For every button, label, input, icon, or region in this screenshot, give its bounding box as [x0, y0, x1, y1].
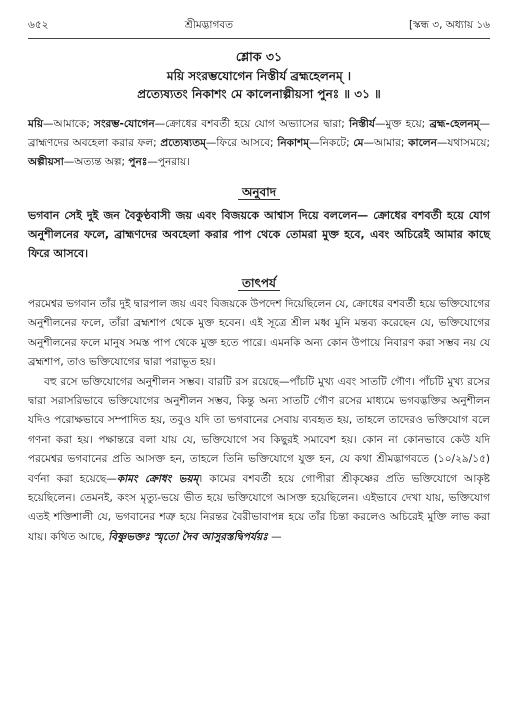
verse-label: শ্লোক ৩১ [235, 49, 283, 64]
translation-heading: অনুবাদ [28, 182, 490, 202]
scripture-quote-2: বিষ্ণুভক্তঃ স্মৃতো দৈব আসুরস্তদ্বিপর্যয়ঃ [108, 530, 268, 543]
synonym-meaning: পুনরায়। [157, 156, 190, 168]
purport-paragraph-2: বহু রসে ভক্তিযোগের অনুশীলন সম্ভব। বারটি রস রয়েছে—পাঁচটি মুখ্য এবং সাতটি গৌণ। পাঁচটি মুখ্য রসের দ্বারা সরাসরিভাবে ভক্তিযোগের অনুশীলন সম্ভব, কিন্তু অন্য সাতটি গৌণ রসের মাধ্যমে ভগবদ্ভক্তির অনুশীলন যদিও পরোক্ষভাবে সম্পাদিত হয়, তবুও যদি তা ভগবানের সেবায় ব্যবহৃত হয়, তাহলে তাদেরও ভক্তিযোগ বলে গণনা করা হয়। পক্ষান্তরে বলা যায় যে, ভক্তিযোগে সব কিছুরই সমাবেশ হয়। কোন না কোনভাবে কেউ যদি পরমেশ্বর ভগবানের প্রতি আসক্ত হন, তাহলে তিনি ভক্তিযোগে যুক্ত হন, যে কথা শ্রীমদ্ভাগবতে (১০/২৯/১৫) বর্ণনা করা হয়েছে—কামং ক্রোধং ভয়ম্। কামের বশবর্তী হয়ে গোপীরা শ্রীকৃষ্ণের প্রতি ভক্তিযোগে আকৃষ্ট হয়েছিলেন। তেমনই, কংস মৃত্যু-ভয়ে ভীত হয়ে ভক্তিযোগে আসক্ত হয়েছিলেন। এইভাবে দেখা যায়, ভক্তিযোগ এতই শক্তিশালী যে, ভগবানের শত্রু হয়ে নিরন্তর বৈরীভাবাপন্ন হয়ে তাঁর চিন্তা করলেও অচিরেই মুক্তি লাভ করা যায়। কথিত আছে, বিষ্ণুভক্তঃ স্মৃতো দৈব আসুরস্তদ্বিপর্যয়ঃ — [28, 375, 490, 543]
synonym-word: প্রত্যেষ্যতম্ [160, 137, 206, 149]
scripture-quote: কামং ক্রোধং ভয়ম্ [116, 472, 199, 485]
synonym-meaning: ক্রোধের বশবর্তী হয়ে যোগ অভ্যাসের দ্বারা; [165, 118, 345, 130]
synonym-word: নিকাশম্ [277, 137, 310, 149]
purport-text [28, 295, 490, 547]
verse-line-2: প্রত্যেষ্যতং নিকাশং মে কালেনাল্পীয়সা পুনঃ ॥ ৩১ ॥ [137, 87, 381, 101]
synonym-word: অল্পীয়সা [28, 156, 64, 168]
verse-line-1: ময়ি সংরম্ভযোগেন নিস্তীর্য ব্রহ্মহেলনম্ । [166, 69, 352, 83]
synonym-word: কালেন [408, 137, 437, 149]
synonym-meaning: ফিরে আসবে; [216, 137, 274, 149]
page-header [28, 18, 490, 39]
synonym-word: মে [353, 137, 364, 149]
synonym-word: সংরম্ভ-যোগেন [94, 118, 155, 130]
synonym-meaning: ব্রাহ্মণদের অবহেলা করার ফল; [28, 137, 157, 149]
synonym-word: ব্রহ্ম-হেলনম্ [429, 118, 480, 130]
synonym-meaning: নিকটে; [319, 137, 350, 149]
verse-block [28, 49, 490, 103]
purport-heading: তাৎপর্য [28, 273, 490, 293]
synonym-meaning: আমার; [374, 137, 405, 149]
page-number: ৬৫২ [28, 19, 49, 31]
synonym-meaning: মুক্ত হয়ে; [385, 118, 426, 130]
synonym-meaning: অত্যন্ত অল্প; [74, 156, 125, 168]
book-title: শ্রীমদ্ভাগবত [184, 19, 234, 31]
section-reference: [স্কন্ধ ৩, অধ্যায় ১৬ [408, 19, 490, 31]
book-page [28, 18, 490, 547]
synonym-meaning: যথাসময়ে; [447, 137, 490, 149]
synonym-meaning: আমাকে; [53, 118, 90, 130]
synonym-word: নিস্তীর্য [349, 118, 375, 130]
synonym-word: ময়ি [28, 118, 44, 130]
translation-text: ভগবান সেই দুই জন বৈকুণ্ঠবাসী জয় এবং বিজয়কে আশ্বাস দিয়ে বললেন— ক্রোধের বশবর্তী হয়ে যোগ অনুশীলনের ফলে, ব্রাহ্মণদের অবহেলা করার পাপ থেকে তোমরা মুক্ত হবে, এবং অচিরেই আমার কাছে ফিরে আসবে। [28, 209, 490, 260]
word-for-word-synonyms: ময়ি—আমাকে; সংরম্ভ-যোগেন—ক্রোধের বশবর্তী হয়ে যোগ অভ্যাসের দ্বারা; নিস্তীর্য—মুক্ত হয়ে; ব্রহ্ম-হেলনম্—ব্রাহ্মণদের অবহেলা করার ফল; প্রত্যেষ্যতম্—ফিরে আসবে; নিকাশম্—নিকটে; মে—আমার; কালেন—যথাসময়ে; অল্পীয়সা—অত্যন্ত অল্প; পুনঃ—পুনরায়। [28, 118, 491, 168]
synonym-word: পুনঃ [128, 156, 148, 168]
purport-paragraph-1: পরমেশ্বর ভগবান তাঁর দুই দ্বারপাল জয় এবং বিজয়কে উপদেশ দিয়েছিলেন যে, ক্রোধের বশবর্তী হয়ে ভক্তিযোগের অনুশীলনের ফলে, তাঁরা ব্রহ্মশাপ থেকে মুক্ত হবেন। এই সূত্রে শ্রীল মধ্ব মুনি মন্তব্য করেছেন যে, ভক্তিযোগের অনুশীলনের ফলে মানুষ সমস্ত পাপ থেকে মুক্ত হতে পারে। এমনকি অন্য কোন উপায়ে নিবারণ করা সম্ভব নয় যে ব্রহ্মশাপ, তাও ভক্তিযোগের দ্বারা পরাভূত হয়। [28, 298, 490, 369]
